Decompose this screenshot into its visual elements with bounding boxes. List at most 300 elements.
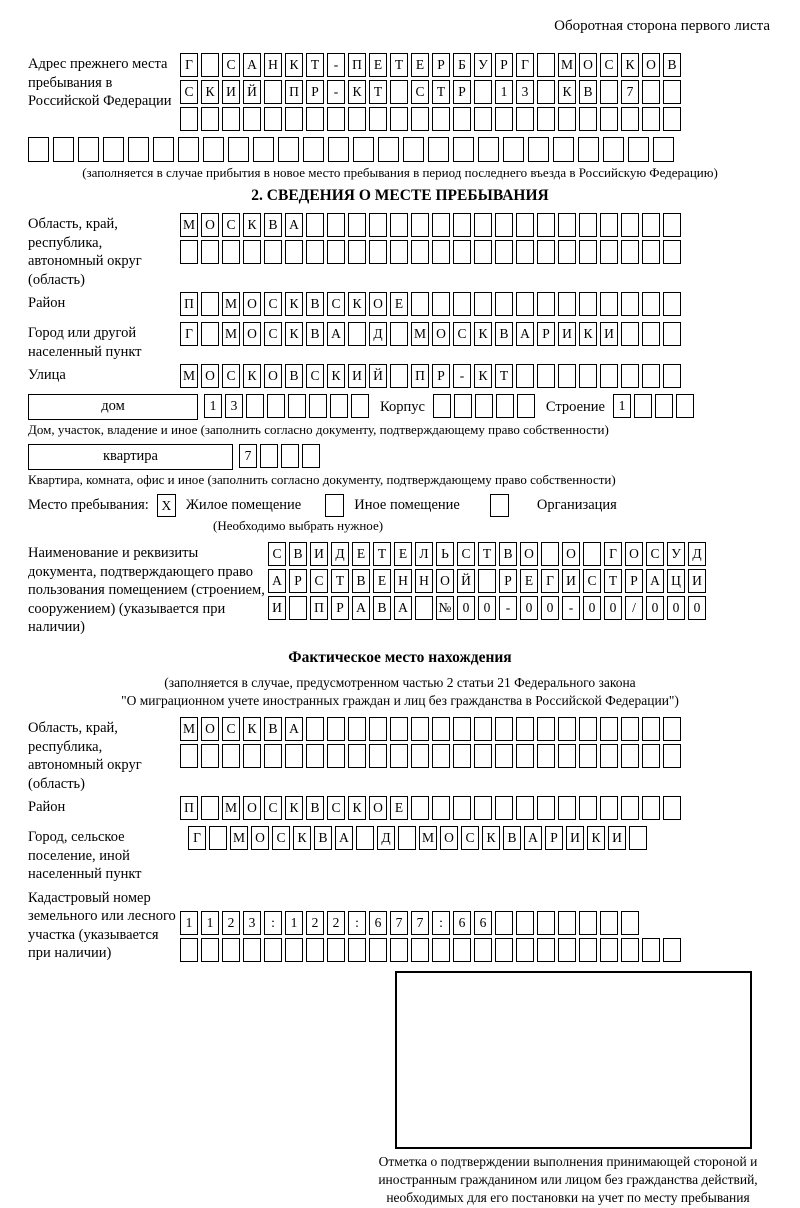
char-cell	[642, 717, 660, 741]
char-cell	[356, 826, 374, 850]
house-note: Дом, участок, владение и иное (заполнить согласно документу, подтверждающему право собственности)	[28, 422, 609, 438]
char-cell	[537, 213, 555, 237]
char-cell: 7	[390, 911, 408, 935]
char-cell	[309, 394, 327, 418]
char-cell: В	[285, 364, 303, 388]
char-cell: У	[474, 53, 492, 77]
char-cell	[537, 938, 555, 962]
stay-type-note: (Необходимо выбрать нужное)	[213, 518, 384, 534]
char-cell	[495, 292, 513, 316]
char-cell	[348, 744, 366, 768]
char-cell: Р	[331, 596, 349, 620]
char-cell: В	[352, 569, 370, 593]
char-cell	[579, 240, 597, 264]
char-cell	[260, 444, 278, 468]
char-cell	[537, 53, 555, 77]
char-cell: С	[411, 80, 429, 104]
char-cell	[579, 938, 597, 962]
char-cell	[103, 137, 124, 162]
char-cell: О	[369, 796, 387, 820]
char-cell: А	[516, 322, 534, 346]
char-cell: Б	[453, 53, 471, 77]
char-cell	[453, 213, 471, 237]
char-cell: П	[180, 796, 198, 820]
char-cell	[390, 322, 408, 346]
char-cell	[411, 240, 429, 264]
char-cell	[600, 107, 618, 131]
apartment-note: Квартира, комната, офис и иное (заполнить согласно документу, подтверждающему право собственности)	[28, 472, 616, 488]
char-cell	[600, 240, 618, 264]
apartment-cells	[239, 444, 323, 470]
char-cell: И	[310, 542, 328, 566]
char-cell	[663, 292, 681, 316]
char-cell	[516, 292, 534, 316]
char-cell: Е	[390, 796, 408, 820]
char-cell: Д	[688, 542, 706, 566]
char-cell: С	[310, 569, 328, 593]
char-cell: К	[285, 53, 303, 77]
char-cell	[600, 938, 618, 962]
char-cell	[621, 292, 639, 316]
char-cell	[642, 744, 660, 768]
char-cell	[621, 796, 639, 820]
char-cell	[390, 213, 408, 237]
char-cell	[390, 107, 408, 131]
cadastral-row-2	[180, 938, 772, 962]
char-cell: 3	[243, 911, 261, 935]
char-cell	[558, 717, 576, 741]
apartment-labelbox: квартира	[28, 444, 233, 470]
char-cell: А	[352, 596, 370, 620]
char-cell: М	[230, 826, 248, 850]
char-cell: К	[558, 80, 576, 104]
char-cell	[453, 796, 471, 820]
char-cell	[653, 137, 674, 162]
char-cell: А	[394, 596, 412, 620]
char-cell	[642, 240, 660, 264]
char-cell: М	[180, 717, 198, 741]
char-cell: В	[306, 322, 324, 346]
char-cell	[495, 213, 513, 237]
char-cell: Й	[243, 80, 261, 104]
char-cell: 1	[495, 80, 513, 104]
char-cell	[537, 80, 555, 104]
city-row	[180, 322, 772, 346]
char-cell	[621, 240, 639, 264]
char-cell	[222, 107, 240, 131]
char-cell: О	[625, 542, 643, 566]
char-cell: Р	[537, 322, 555, 346]
char-cell: И	[562, 569, 580, 593]
char-cell	[553, 137, 574, 162]
char-cell	[306, 240, 324, 264]
char-cell: К	[482, 826, 500, 850]
char-cell: Ь	[436, 542, 454, 566]
char-cell	[621, 744, 639, 768]
char-cell: 7	[411, 911, 429, 935]
char-cell: И	[608, 826, 626, 850]
char-cell: -	[562, 596, 580, 620]
char-cell	[264, 107, 282, 131]
char-cell	[516, 213, 534, 237]
char-cell	[634, 394, 652, 418]
char-cell	[390, 717, 408, 741]
document-row-3	[268, 596, 772, 620]
char-cell: Т	[478, 542, 496, 566]
char-cell	[289, 596, 307, 620]
actual-district-row	[180, 796, 772, 820]
char-cell: 7	[621, 80, 639, 104]
char-cell	[453, 292, 471, 316]
char-cell	[642, 292, 660, 316]
char-cell	[537, 717, 555, 741]
stay-type-label: Место пребывания:	[28, 497, 149, 514]
korpus-cells	[433, 394, 538, 420]
char-cell	[516, 938, 534, 962]
char-cell: О	[201, 213, 219, 237]
char-cell: 6	[453, 911, 471, 935]
char-cell	[558, 292, 576, 316]
char-cell	[516, 107, 534, 131]
char-cell: 7	[239, 444, 257, 468]
char-cell	[474, 107, 492, 131]
char-cell	[558, 213, 576, 237]
char-cell	[642, 213, 660, 237]
char-cell: К	[285, 322, 303, 346]
char-cell	[600, 744, 618, 768]
district-row	[180, 292, 772, 316]
char-cell: А	[285, 213, 303, 237]
char-cell	[579, 213, 597, 237]
city-label: Город или другой населенный пункт	[28, 325, 142, 360]
char-cell: В	[503, 826, 521, 850]
char-cell	[621, 322, 639, 346]
char-cell: М	[222, 292, 240, 316]
char-cell	[306, 213, 324, 237]
char-cell: К	[293, 826, 311, 850]
region-label: Область, край, республика, автономный округ (область)	[28, 216, 142, 288]
char-cell	[600, 292, 618, 316]
char-cell: К	[348, 292, 366, 316]
char-cell	[285, 744, 303, 768]
char-cell: К	[243, 717, 261, 741]
char-cell	[642, 80, 660, 104]
char-cell: И	[600, 322, 618, 346]
actual-region-row-2	[180, 744, 772, 768]
char-cell	[327, 717, 345, 741]
char-cell	[327, 240, 345, 264]
char-cell: А	[524, 826, 542, 850]
char-cell: В	[306, 292, 324, 316]
char-cell: К	[243, 364, 261, 388]
char-cell	[516, 911, 534, 935]
char-cell: Т	[331, 569, 349, 593]
char-cell	[663, 213, 681, 237]
char-cell	[453, 744, 471, 768]
char-cell	[663, 322, 681, 346]
char-cell: К	[579, 322, 597, 346]
char-cell: 0	[688, 596, 706, 620]
char-cell: Е	[390, 292, 408, 316]
char-cell: Р	[499, 569, 517, 593]
char-cell	[243, 744, 261, 768]
char-cell	[327, 107, 345, 131]
char-cell: С	[222, 53, 240, 77]
char-cell: А	[327, 322, 345, 346]
char-cell: В	[289, 542, 307, 566]
char-cell: -	[327, 53, 345, 77]
char-cell: Г	[516, 53, 534, 77]
char-cell	[621, 107, 639, 131]
char-cell	[432, 938, 450, 962]
char-cell: Н	[415, 569, 433, 593]
char-cell	[209, 826, 227, 850]
street-label: Улица	[28, 367, 66, 384]
char-cell: И	[688, 569, 706, 593]
char-cell: О	[520, 542, 538, 566]
char-cell	[621, 213, 639, 237]
char-cell: В	[264, 717, 282, 741]
char-cell	[390, 744, 408, 768]
char-cell	[478, 569, 496, 593]
char-cell	[327, 213, 345, 237]
char-cell: И	[268, 596, 286, 620]
char-cell	[411, 938, 429, 962]
cadastral-row-1	[180, 911, 772, 935]
char-cell	[28, 137, 49, 162]
char-cell: М	[419, 826, 437, 850]
char-cell: С	[180, 80, 198, 104]
actual-region-block	[28, 717, 772, 793]
char-cell: Г	[180, 53, 198, 77]
char-cell	[621, 717, 639, 741]
char-cell: А	[268, 569, 286, 593]
char-cell: 0	[604, 596, 622, 620]
char-cell	[403, 137, 424, 162]
char-cell: О	[243, 322, 261, 346]
district-label: Район	[28, 295, 66, 312]
region-block	[28, 213, 772, 289]
char-cell: К	[285, 796, 303, 820]
char-cell: 2	[327, 911, 345, 935]
char-cell	[369, 240, 387, 264]
char-cell: В	[373, 596, 391, 620]
char-cell: П	[180, 292, 198, 316]
char-cell	[180, 744, 198, 768]
char-cell	[390, 240, 408, 264]
char-cell	[201, 292, 219, 316]
char-cell	[201, 938, 219, 962]
char-cell	[369, 744, 387, 768]
char-cell	[495, 744, 513, 768]
char-cell	[579, 717, 597, 741]
cadastral-block	[28, 887, 772, 965]
char-cell: С	[222, 717, 240, 741]
char-cell: Е	[520, 569, 538, 593]
char-cell	[353, 137, 374, 162]
char-cell	[475, 394, 493, 418]
char-cell: М	[411, 322, 429, 346]
char-cell	[306, 744, 324, 768]
actual-city-label: Город, сельское поселение, иной населенный пункт	[28, 829, 142, 883]
char-cell	[676, 394, 694, 418]
char-cell: Г	[180, 322, 198, 346]
char-cell: С	[327, 292, 345, 316]
stroenie-label: Строение	[545, 399, 605, 416]
char-cell	[579, 796, 597, 820]
char-cell	[558, 364, 576, 388]
char-cell	[348, 240, 366, 264]
char-cell	[655, 394, 673, 418]
char-cell: С	[600, 53, 618, 77]
char-cell	[541, 542, 559, 566]
house-labelbox: дом	[28, 394, 198, 420]
char-cell	[474, 717, 492, 741]
char-cell: Т	[373, 542, 391, 566]
char-cell	[348, 107, 366, 131]
char-cell	[474, 240, 492, 264]
char-cell	[621, 364, 639, 388]
char-cell	[663, 796, 681, 820]
char-cell: С	[222, 364, 240, 388]
char-cell: В	[663, 53, 681, 77]
char-cell	[178, 137, 199, 162]
char-cell	[663, 107, 681, 131]
document-row-2	[268, 569, 772, 593]
char-cell	[663, 717, 681, 741]
char-cell: С	[646, 542, 664, 566]
char-cell: В	[495, 322, 513, 346]
char-cell: С	[453, 322, 471, 346]
prev-address-overflow-row	[28, 137, 772, 162]
char-cell	[642, 322, 660, 346]
char-cell: П	[348, 53, 366, 77]
district-block	[28, 292, 772, 319]
char-cell: О	[369, 292, 387, 316]
street-block	[28, 364, 772, 391]
char-cell: К	[243, 213, 261, 237]
char-cell	[288, 394, 306, 418]
char-cell: Н	[394, 569, 412, 593]
char-cell	[285, 938, 303, 962]
char-cell: 6	[369, 911, 387, 935]
char-cell	[327, 744, 345, 768]
char-cell	[432, 744, 450, 768]
region-row-2	[180, 240, 772, 264]
char-cell	[180, 240, 198, 264]
char-cell	[78, 137, 99, 162]
char-cell: О	[243, 796, 261, 820]
char-cell	[180, 107, 198, 131]
char-cell: 0	[583, 596, 601, 620]
char-cell: Т	[390, 53, 408, 77]
char-cell	[642, 107, 660, 131]
char-cell	[348, 322, 366, 346]
char-cell	[432, 107, 450, 131]
char-cell: 1	[613, 394, 631, 418]
char-cell	[432, 292, 450, 316]
char-cell: 1	[180, 911, 198, 935]
char-cell	[453, 240, 471, 264]
char-cell: Р	[625, 569, 643, 593]
char-cell	[303, 137, 324, 162]
char-cell: А	[335, 826, 353, 850]
char-cell: Т	[495, 364, 513, 388]
char-cell	[642, 796, 660, 820]
char-cell	[203, 137, 224, 162]
char-cell	[415, 596, 433, 620]
document-rows	[268, 542, 772, 637]
char-cell	[663, 240, 681, 264]
char-cell: О	[436, 569, 454, 593]
stay-type-option-other: Иное помещение	[354, 497, 460, 514]
char-cell	[348, 938, 366, 962]
char-cell: М	[558, 53, 576, 77]
char-cell	[495, 717, 513, 741]
char-cell: О	[440, 826, 458, 850]
char-cell: К	[327, 364, 345, 388]
char-cell	[328, 137, 349, 162]
char-cell	[222, 938, 240, 962]
char-cell: О	[562, 542, 580, 566]
actual-city-block	[28, 826, 772, 884]
char-cell	[600, 717, 618, 741]
house-cells	[204, 394, 372, 420]
char-cell	[474, 744, 492, 768]
char-cell: К	[474, 322, 492, 346]
char-cell: :	[348, 911, 366, 935]
char-cell	[243, 240, 261, 264]
char-cell	[306, 938, 324, 962]
char-cell	[600, 911, 618, 935]
char-cell	[453, 938, 471, 962]
char-cell	[516, 744, 534, 768]
char-cell: Р	[432, 53, 450, 77]
char-cell: О	[579, 53, 597, 77]
char-cell	[264, 80, 282, 104]
document-label: Наименование и реквизиты документа, подтверждающего право пользования помещением (строением, сооружением) (указывается при наличии)	[28, 545, 265, 636]
prev-address-block	[28, 53, 772, 134]
char-cell: 3	[516, 80, 534, 104]
char-cell: К	[621, 53, 639, 77]
char-cell	[474, 80, 492, 104]
actual-location-title: Фактическое место нахождения	[288, 649, 512, 667]
char-cell	[348, 213, 366, 237]
stay-type-option-residential: Жилое помещение	[185, 497, 302, 514]
char-cell: Л	[415, 542, 433, 566]
char-cell	[516, 717, 534, 741]
char-cell: С	[268, 542, 286, 566]
char-cell: И	[348, 364, 366, 388]
char-cell	[369, 717, 387, 741]
stroenie-cells	[613, 394, 697, 420]
char-cell: Г	[541, 569, 559, 593]
char-cell	[390, 364, 408, 388]
char-cell: В	[264, 213, 282, 237]
char-cell	[621, 911, 639, 935]
char-cell	[629, 826, 647, 850]
char-cell	[642, 938, 660, 962]
char-cell: П	[310, 596, 328, 620]
char-cell: И	[222, 80, 240, 104]
char-cell: С	[457, 542, 475, 566]
char-cell	[306, 107, 324, 131]
char-cell	[537, 911, 555, 935]
char-cell	[330, 394, 348, 418]
char-cell	[453, 717, 471, 741]
char-cell: У	[667, 542, 685, 566]
char-cell: 0	[667, 596, 685, 620]
